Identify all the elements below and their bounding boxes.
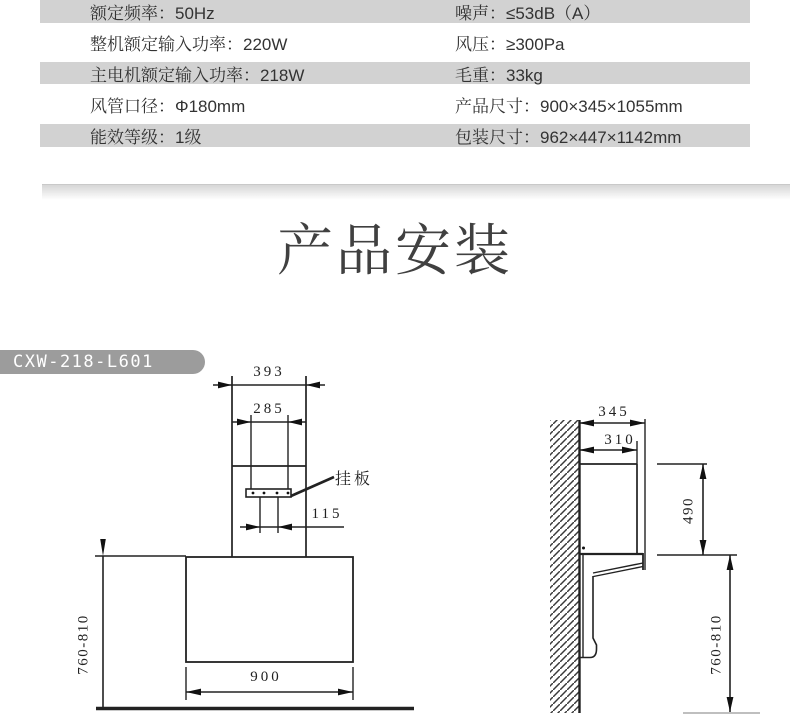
spec-left-text: 风管口径：Φ180mm — [90, 97, 246, 116]
spec-right-text: 毛重：33kg — [455, 66, 543, 85]
spec-right-text: 噪声：≤53dB（A） — [455, 4, 601, 23]
dim-install-height-side: 760-810 — [708, 614, 725, 675]
dim-total-depth: 345 — [598, 404, 630, 420]
wall-hatch — [550, 420, 579, 713]
spec-left-text: 主电机额定输入功率：218W — [90, 66, 305, 85]
installation-drawing — [0, 340, 790, 715]
dim-inner-depth: 310 — [604, 432, 636, 448]
dim-chimney-height: 490 — [680, 497, 697, 524]
dim-install-height-front: 760-810 — [75, 614, 92, 675]
section-divider-shadow — [42, 184, 790, 200]
bracket-label: 挂板 — [335, 471, 374, 488]
model-badge-text: CXW-218-L601 — [13, 352, 154, 372]
section-title: 产品安装 — [277, 219, 513, 282]
dim-hood-width: 900 — [250, 669, 282, 685]
dim-hole-spacing: 115 — [311, 506, 343, 522]
spec-row — [40, 89, 790, 120]
dim-top-width: 393 — [253, 364, 285, 380]
front-view-drawing — [95, 376, 414, 709]
spec-right-text: 风压：≥300Pa — [455, 35, 565, 54]
spec-right-text: 包装尺寸：962×447×1142mm — [455, 128, 682, 147]
spec-row — [40, 120, 790, 151]
spec-right-text: 产品尺寸：900×345×1055mm — [455, 97, 683, 116]
spec-row — [40, 58, 790, 89]
dim-bracket-width: 285 — [253, 401, 285, 417]
spec-row — [40, 0, 790, 27]
spec-row — [40, 27, 790, 58]
spec-left-text: 整机额定输入功率：220W — [90, 35, 288, 54]
front-view-arrows — [100, 382, 353, 696]
spec-card — [40, 0, 790, 184]
spec-left-text: 能效等级：1级 — [90, 128, 202, 147]
spec-left-text: 额定频率：50Hz — [90, 4, 215, 23]
